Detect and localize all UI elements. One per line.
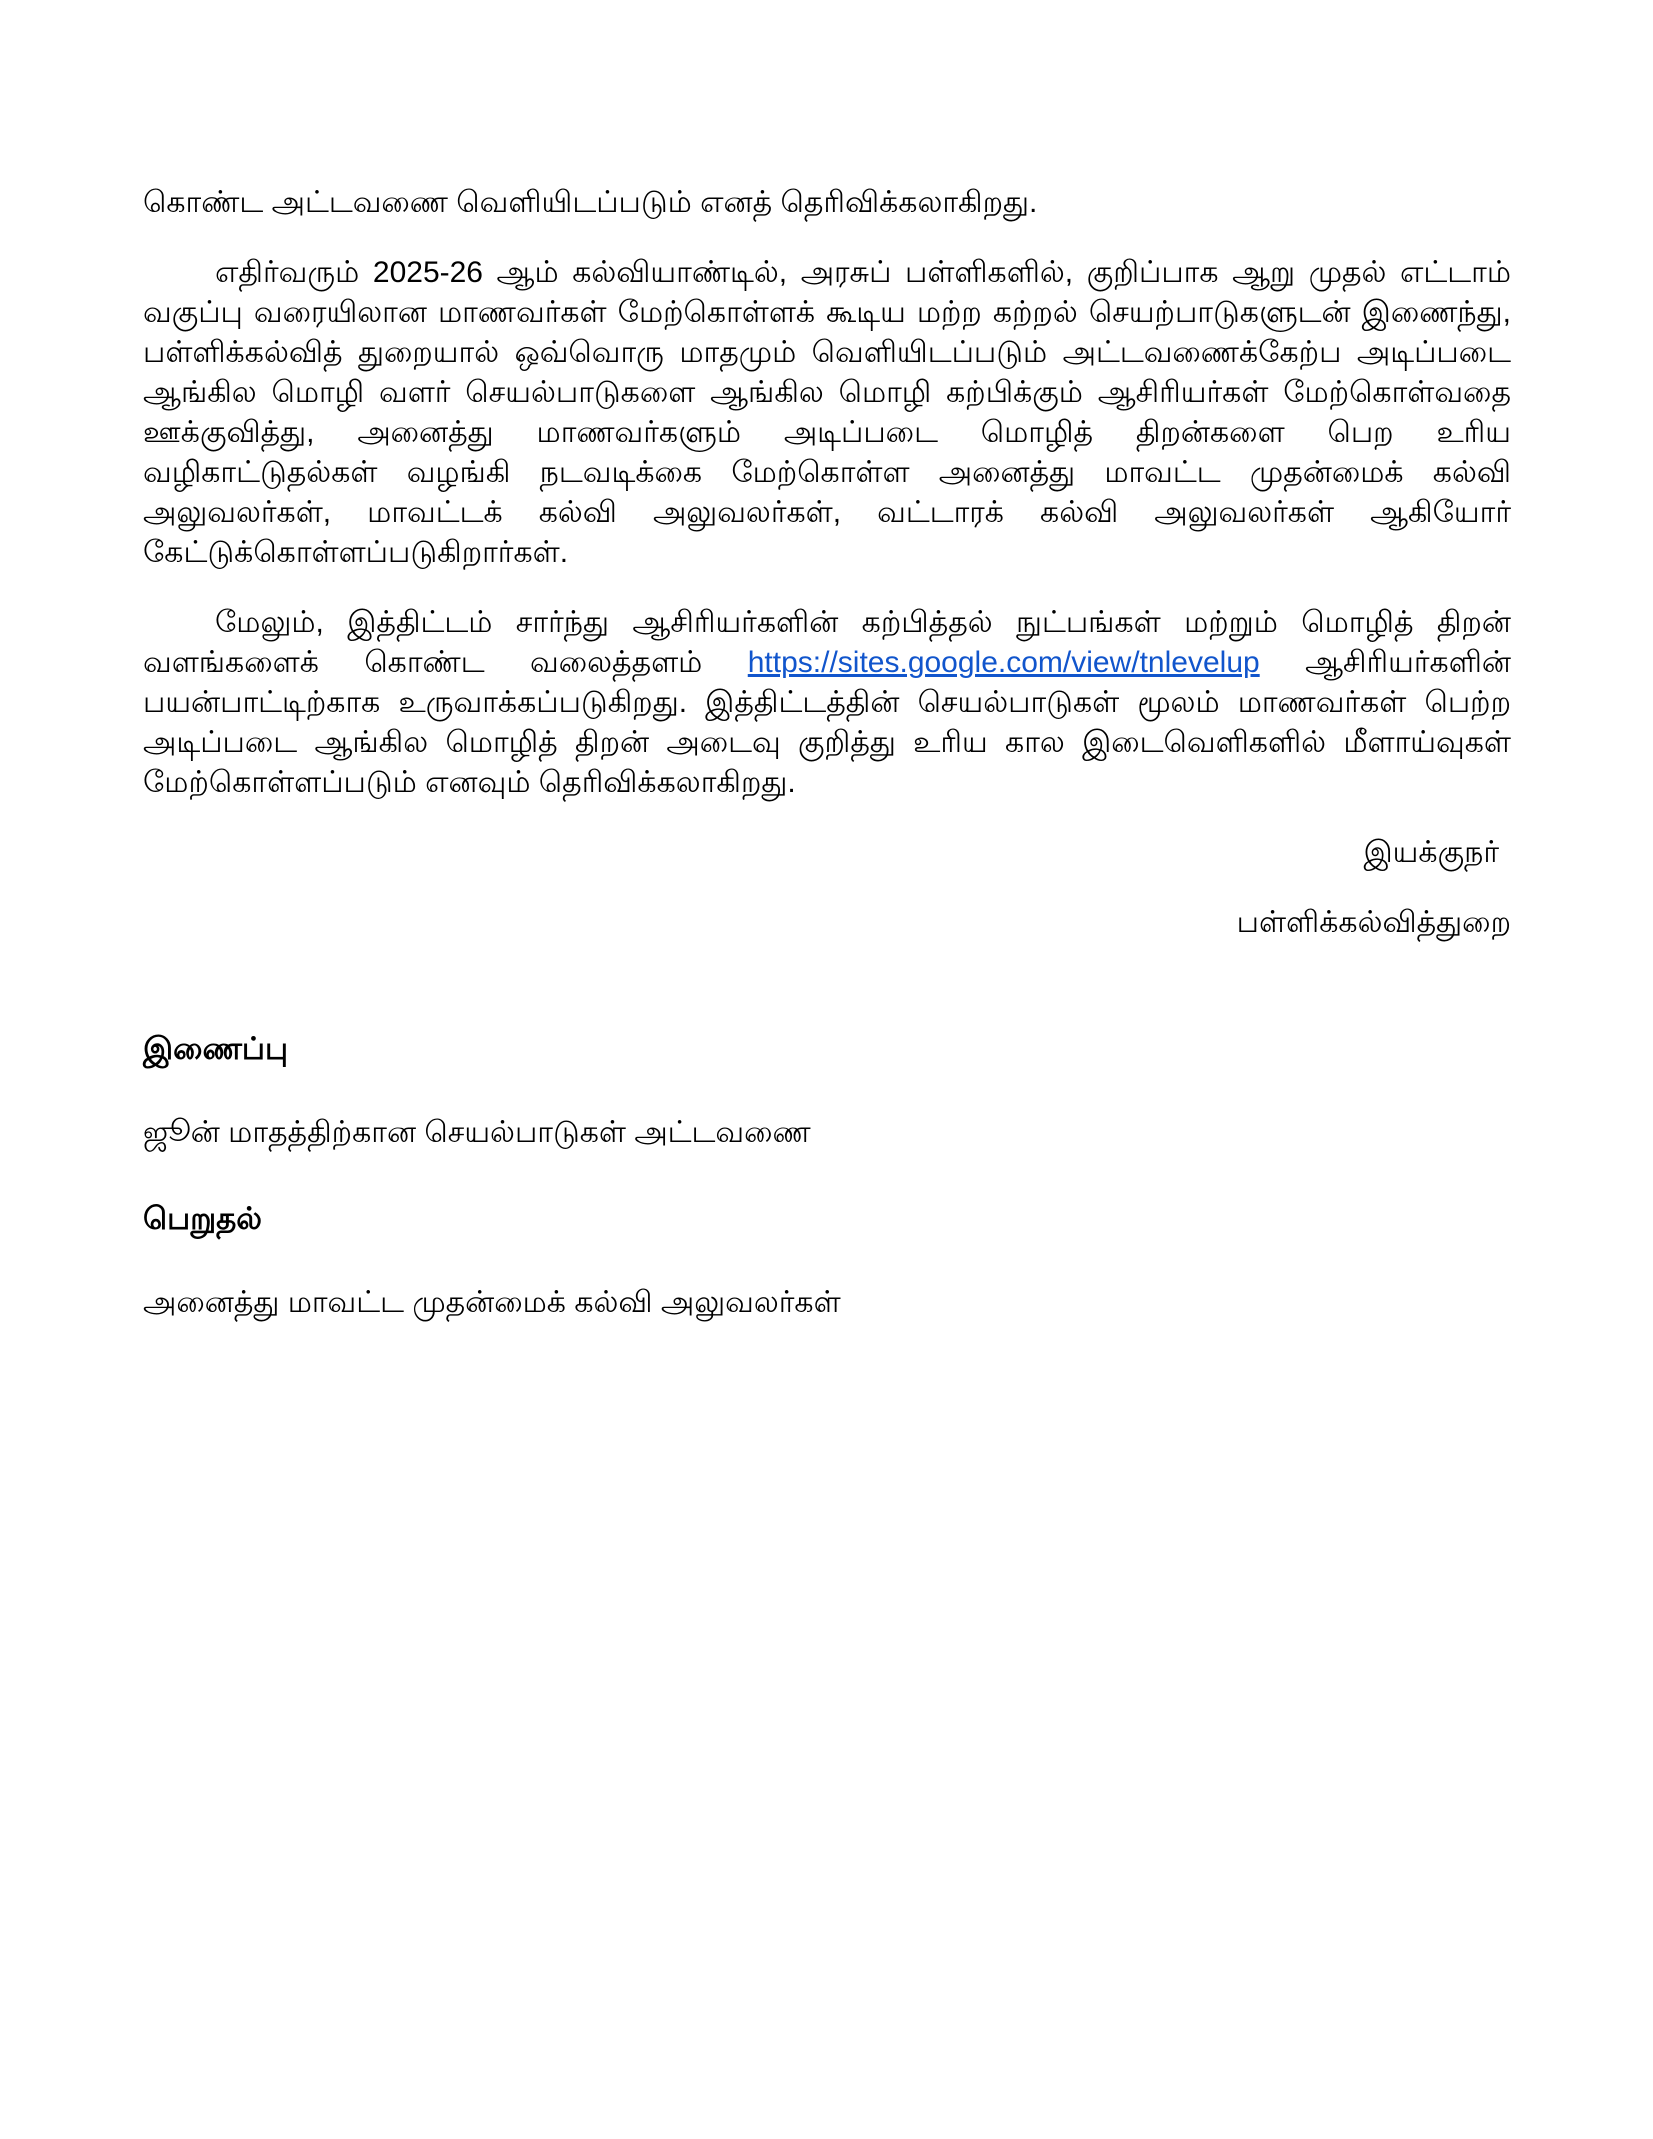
paragraph-website-after-link: ஆசிரியர்களின் பயன்பாட்டிற்காக உருவாக்கப்படுகிறது. இத்திட்டத்தின் செயல்பாடுகள் மூலம் மாணவர்கள் பெற்ற அடிப்படை ஆங்கில மொழித் திறன் அடைவு குறித்து உரிய கால இடைவெளிகளில் மீளாய்வுகள் மேற்கொள்ளப்படும் எனவும் தெரிவிக்கலாகிறது.: [143, 646, 1511, 799]
paragraph-website: [143, 603, 1511, 803]
distribution-heading: பெறுதல்: [143, 1201, 263, 1236]
signatory-department: பள்ளிக்கல்வித்துறை: [1236, 906, 1511, 939]
paragraph-website-before-link: மேலும், இத்திட்டம் சார்ந்து ஆசிரியர்களின் கற்பித்தல் நுட்பங்கள் மற்றும் மொழித் திறன் வளங்களைக் கொண்ட வலைத்தளம்: [143, 606, 1511, 679]
tnlevelup-website-link[interactable]: https://sites.google.com/view/tnlevelup: [747, 646, 1260, 679]
signature-block: [143, 833, 1511, 943]
attachment-item: ஜூன் மாதத்திற்கான செயல்பாடுகள் அட்டவணை: [143, 1116, 811, 1149]
attachment-heading: இணைப்பு: [143, 1031, 289, 1066]
distribution-item: அனைத்து மாவட்ட முதன்மைக் கல்வி அலுவலர்கள்: [143, 1286, 841, 1319]
paragraph-continuation: கொண்ட அட்டவணை வெளியிடப்படும் எனத் தெரிவிக்கலாகிறது.: [143, 186, 1038, 219]
signatory-title: இயக்குநர்: [1363, 836, 1499, 869]
paragraph-activities-schedule: எதிர்வரும் 2025-26 ஆம் கல்வியாண்டில், அரசுப் பள்ளிகளில், குறிப்பாக ஆறு முதல் எட்டாம் வகுப்பு வரையிலான மாணவர்கள் மேற்கொள்ளக் கூடிய மற்ற கற்றல் செயற்பாடுகளுடன் இணைந்து, பள்ளிக்கல்வித் துறையால் ஒவ்வொரு மாதமும் வெளியிடப்படும் அட்டவணைக்கேற்ப அடிப்படை ஆங்கில மொழி வளர் செயல்பாடுகளை ஆங்கில மொழி கற்பிக்கும் ஆசிரியர்கள் மேற்கொள்வதை ஊக்குவித்து, அனைத்து மாணவர்களும் அடிப்படை மொழித் திறன்களை பெற உரிய வழிகாட்டுதல்கள் வழங்கி நடவடிக்கை மேற்கொள்ள அனைத்து மாவட்ட முதன்மைக் கல்வி அலுவலர்கள், மாவட்டக் கல்வி அலுவலர்கள், வட்டாரக் கல்வி அலுவலர்கள் ஆகியோர் கேட்டுக்கொள்ளப்படுகிறார்கள்.: [143, 256, 1511, 569]
